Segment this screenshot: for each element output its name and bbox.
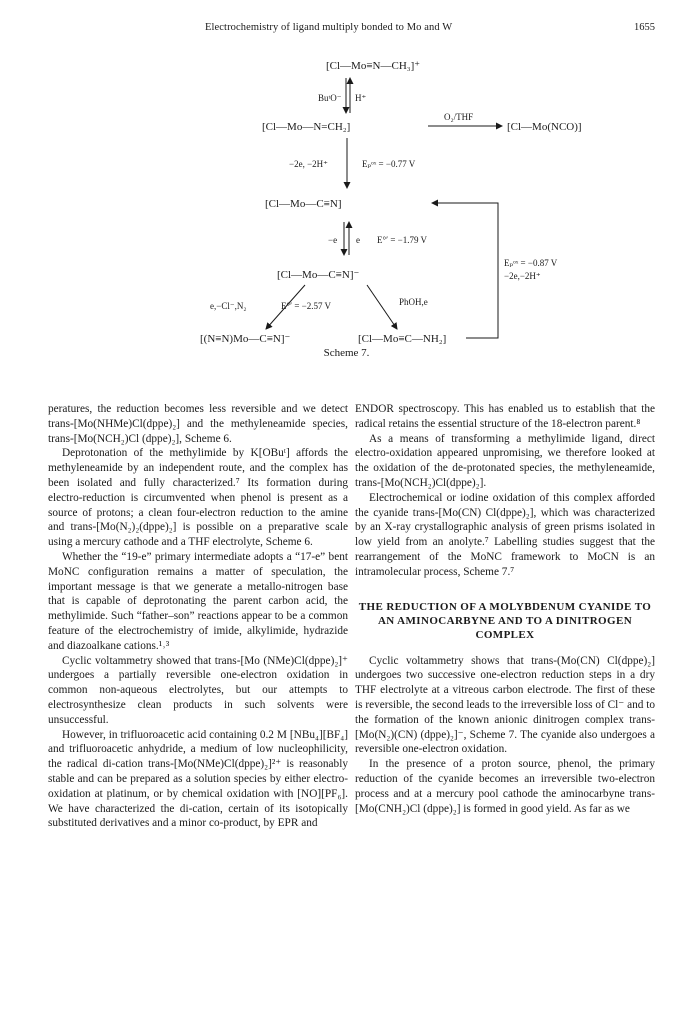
species-aminocarbyne: [Cl—Mo≡C—NH₂] <box>358 333 447 345</box>
species-isocyanate: [Cl—Mo(NCO)] <box>507 121 582 133</box>
label-e-cl-n2: e,−Cl⁻,N₂ <box>210 301 247 311</box>
label-ep-ox-2: Eₚᵒˣ = −0.87 V <box>504 258 558 268</box>
label-base: BuᵗO⁻ <box>318 93 342 103</box>
paragraph: Electrochemical or iodine oxidation of this complex afforded the cyanide trans-[Mo(CN) Cl(dppe)₂], which was characterized by an X-ray crystallographic analysis of green prisms isolated in low yield from an anolyte.⁷ Labelling studies suggest that the rearrangement of the MoNC framework to MoCN is an intramolecular process, Scheme 7.⁷ <box>355 491 655 578</box>
label-phoh-e: PhOH,e <box>399 297 428 307</box>
label-minus-e: −e <box>328 235 338 245</box>
label-e0-2: E°′ = −2.57 V <box>281 301 332 311</box>
label-minus-2e-2h-right: −2e,−2H⁺ <box>504 271 541 281</box>
species-cyanide: [Cl—Mo—C≡N] <box>265 198 342 210</box>
species-top-cation: [Cl—Mo≡N—CH₃]⁺ <box>326 60 421 72</box>
label-minus-2e-2h: −2e, −2H⁺ <box>289 159 328 169</box>
species-cyanide-anion: [Cl—Mo—C≡N]⁻ <box>277 269 360 281</box>
label-proton: H⁺ <box>355 93 367 103</box>
arrow-loop-oxidation <box>432 203 498 338</box>
reaction-scheme <box>0 40 693 360</box>
species-methyleneamide: [Cl—Mo—N=CH₂] <box>262 121 351 133</box>
paragraph: Deprotonation of the methylimide by K[OBuᵗ] affords the methyleneamide by an independent route, and the complex has been isolated and fully characterized.⁷ Its formation during electro-reduction is circumvented when phenol is present as a source of protons; a clean four-electron reduction to the amine and trans-[Mo(N₂)₂(dppe)₂] is possible on a preparative scale using a mercury cathode and a THF electrolyte, Scheme 6. <box>48 447 348 549</box>
paragraph: However, in trifluoroacetic acid containing 0.2 M [NBu₄][BF₄] and trifluoroacetic anhydride, a medium of low nucleophilicity, the radical di-cation trans-[Mo(NMe)Cl(dppe)₂]²⁺ is reasonably stable and can be prepared as a solution species by either electro-oxidation at platinum, or by chemical oxidation with [NO][PF₆]. We have characterized the di-cation, certain of its isotopically substituted derivatives and a minor co-product, by EPR and <box>48 728 348 830</box>
scheme-caption: Scheme 7. <box>323 347 370 359</box>
label-ep-ox-1: Eₚᵒˣ = −0.77 V <box>362 159 416 169</box>
paragraph: Cyclic voltammetry showed that trans-[Mo (NMe)Cl(dppe)₂]⁺ undergoes a partially reversible one-electron oxidation in common non-aqueous electrolytes, but our attempts to electrosynthesize clean products in such solvents were unsuccessful. <box>48 654 348 726</box>
paragraph: In the presence of a proton source, phenol, the primary reduction of the cyanide becomes an irreversible two-electron process and at a mercury pool cathode the aminocarbyne trans-[Mo(CNH₂)Cl (dppe)₂] is formed in good yield. As far as we <box>355 758 655 815</box>
label-e0-1: E°′ = −1.79 V <box>377 235 428 245</box>
page-number: 1655 <box>634 22 655 33</box>
label-o2-thf: O₂/THF <box>444 112 474 122</box>
left-column <box>48 402 348 831</box>
paragraph: ENDOR spectroscopy. This has enabled us to establish that the radical retains the essential structure of the 18-electron parent.⁸ <box>355 403 655 430</box>
paragraph: peratures, the reduction becomes less reversible and we detect trans-[Mo(NHMe)Cl(dppe)₂] and the methyleneamide species, trans-[Mo(NCH₂)Cl (dppe)₂], Scheme 6. <box>48 403 348 445</box>
paragraph: As a means of transforming a methylimide ligand, direct electro-oxidation appeared unpromising, we therefore looked at the oxidation of the de-protonated species, the methyleneamide, trans-[Mo(NCH₂)Cl(dppe)₂]. <box>355 432 655 489</box>
right-column <box>355 402 655 816</box>
running-title: Electrochemistry of ligand multiply bonded to Mo and W <box>205 22 453 33</box>
label-plus-e: e <box>356 235 360 245</box>
section-heading: THE REDUCTION OF A MOLYBDENUM CYANIDE TO AN AMINOCARBYNE AND TO A DINITROGEN COMPLEX <box>358 600 652 641</box>
species-dinitrogen: [(N≡N)Mo—C≡N]⁻ <box>200 333 291 345</box>
paragraph: Whether the “19-e” primary intermediate adopts a “17-e” bent MoNC configuration remains a matter of speculation, the important message is that we generate a metallo-nitrogen base that is capable of deprotonating the parent carbon acid, the methylimide. Such “father–son” reactions appear to be a common feature of the electrochemistry of imide, alkylimide, hydrazide and diazoalkane cations.¹˒³ <box>48 550 348 652</box>
paragraph: Cyclic voltammetry shows that trans-(Mo(CN) Cl(dppe)₂] undergoes two successive one-electron reduction steps in a dry THF electrolyte at a vitreous carbon electrode. The first of these is reversible, the second leads to the irreversible loss of Cl⁻ and to the formation of the known anionic dinitrogen complex trans-[Mo(N₂)(CN) (dppe)₂]⁻, Scheme 7. The cyanide also undergoes a reversible one-electron oxidation. <box>355 654 655 756</box>
arrow-protonation-reduction <box>367 285 397 329</box>
